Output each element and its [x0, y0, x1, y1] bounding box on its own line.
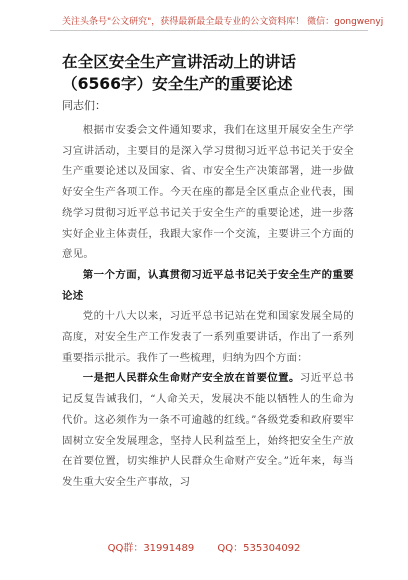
- document-body: [62, 120, 354, 493]
- section-heading: 第一个方面，认真贯彻习近平总书记关于安全生产的重要论述: [62, 268, 354, 302]
- header-banner: 关注头条号"公文研究"，获得最新最全最专业的公文资料库！ 微信：gongwenyj: [62, 17, 384, 27]
- footer-qq-group: QQ群：31991489: [107, 543, 195, 554]
- point-one-lead: 一是把人民群众生命财产安全放在首要位置。: [82, 372, 300, 385]
- header-divider: [50, 30, 368, 31]
- document-title: 在全区安全生产宣讲活动上的讲话（6566字）安全生产的重要论述: [62, 53, 296, 93]
- point-one-paragraph: [62, 368, 354, 492]
- footer: [0, 539, 408, 554]
- salutation: 同志们：: [62, 99, 106, 112]
- intro-paragraph: 根据市安委会文件通知要求，我们在这里开展安全生产学习宣讲活动，主要目的是深入学习贯彻习近平总书记关于安全生产重要论述以及国家、省、市安全生产决策部署，进一步做好安全生产各项工作。今天在座的都是全区重点企业代表，围绕学习贯彻习近平总书记关于安全生产的重要论述，进一步落实好企业主体责任，我跟大家作一个交流，主要讲三个方面的意见。: [62, 124, 354, 261]
- body-paragraph: 党的十八大以来，习近平总书记站在党和国家发展全局的高度，对安全生产工作发表了一系列重要讲话，作出了一系列重要指示批示。我作了一些梳理，归纳为四个方面：: [62, 310, 354, 364]
- footer-qq: QQ：535304092: [217, 543, 301, 554]
- point-one-text: 习近平总书记反复告诫我们，“人命关天，发展决不能以牺牲人的生命为代价。这必须作为一条不可逾越的红线。”各级党委和政府要牢固树立安全发展理念，坚持人民利益至上，始终把安全生产放在首要位置，切实维护人民群众生命财产安全。”近年来，每当发生重大安全生产事故，习: [62, 372, 354, 488]
